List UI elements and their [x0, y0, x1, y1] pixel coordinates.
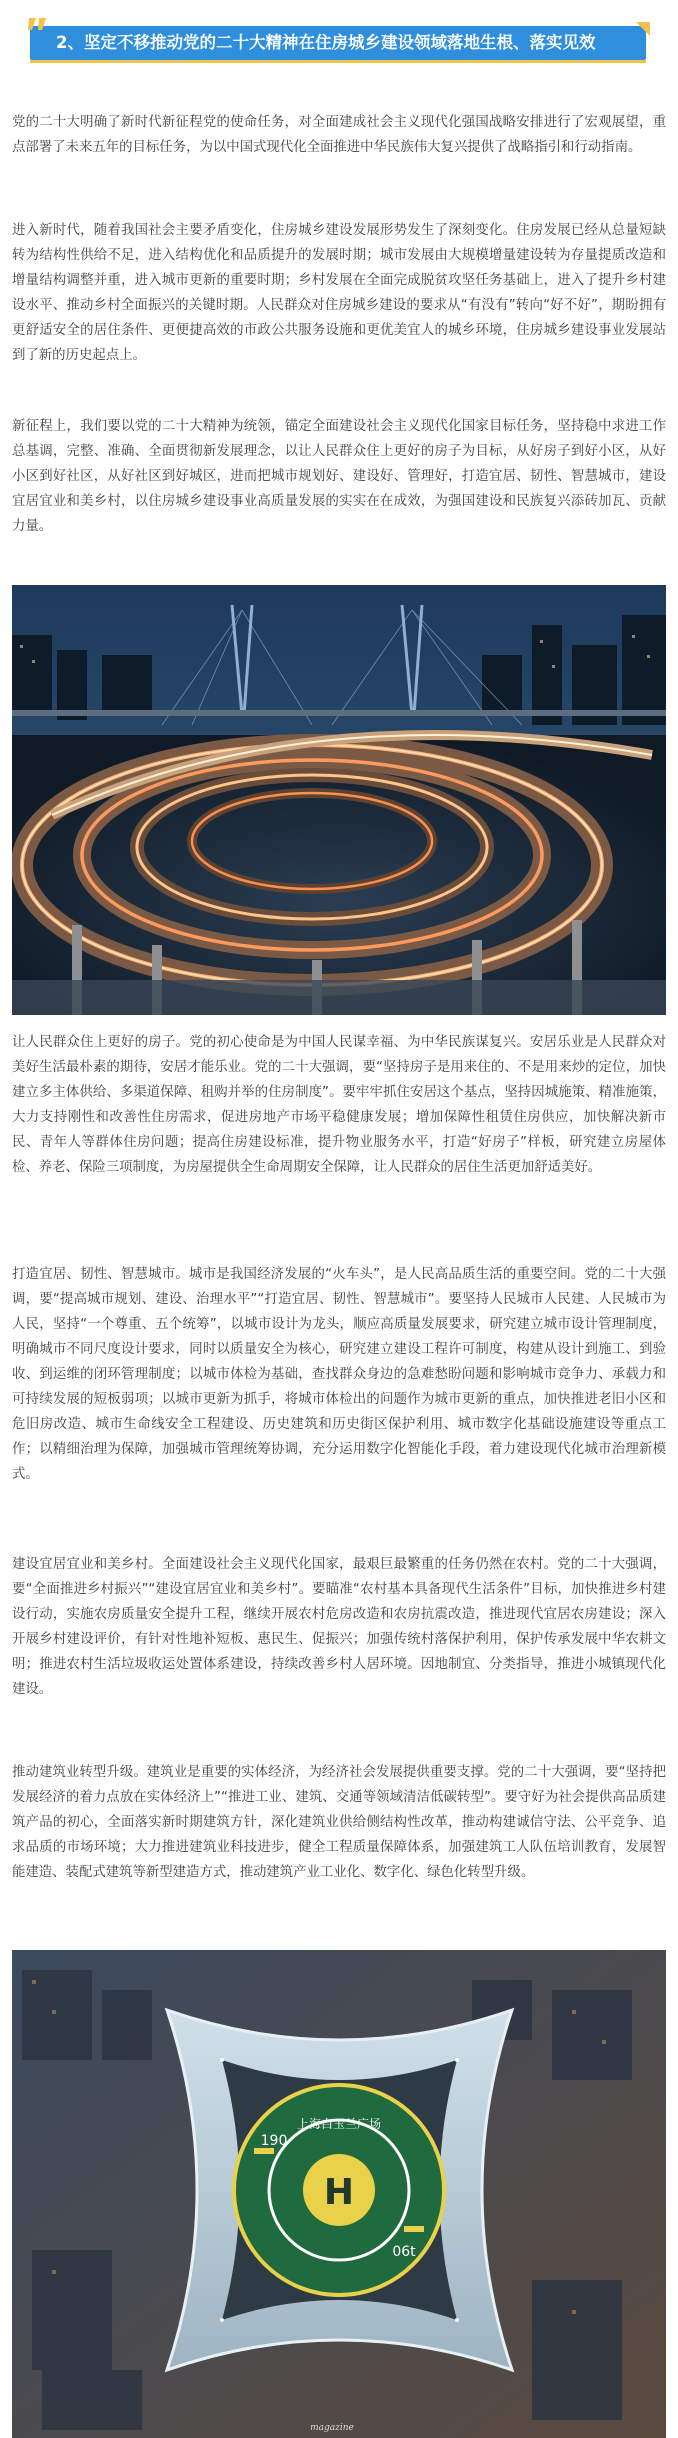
section-title: 2、坚定不移推动党的二十大精神在住房城乡建设领域落地生根、落实见效: [56, 33, 596, 52]
helipad-letter: H: [323, 2172, 355, 2213]
interchange-night-photo: [12, 585, 666, 1015]
paragraph-new-journey: 新征程上，我们要以党的二十大精神为统领，锚定全面建设社会主义现代化国家目标任务，坚持稳中求进工作总基调，完整、准确、全面贯彻新发展理念，以让人民群众住上更好的房子为目标，从好房子到好小区，从好小区到好社区，从好社区到好城区，进而把城市规划好、建设好、管理好，打造宜居、韧性、智慧城市，建设宜居宜业和美乡村，以住房城乡建设事业高质量发展的实实在在成效，为强国建设和民族复兴添砖加瓦、贡献力量。: [12, 419, 666, 534]
helipad-building-name: 上海白玉兰广场: [296, 2117, 382, 2131]
paragraph-cities: 打造宜居、韧性、智慧城市。城市是我国经济发展的“火车头”，是人民高品质生活的重要空间。党的二十大强调，要“提高城市规划、建设、治理水平”“打造宜居、韧性、智慧城市”。要坚持人民城市人民建、人民城市为人民，坚持“一个尊重、五个统筹”，以城市设计为龙头，顺应高质量发展要求，研究建立城市设计管理制度，明确城市不同尺度设计要求，同时以质量安全为核心，研究建立建设工程许可制度，构建从设计到施工、到验收、到运维的闭环管理制度；以城市体检为基础，查找群众身边的急难愁盼问题和影响城市竞争力、承载力和可持续发展的短板弱项；以城市更新为抓手，将城市体检出的问题作为城市更新的重点，加快推进老旧小区和危旧房改造、城市生命线安全工程建设、历史建筑和历史街区保护利用、城市数字化基础设施建设等重点工作；以精细治理为保障，加强城市管理统筹协调，充分运用数字化智能化手段，着力建设现代化城市治理新模式。: [12, 1267, 666, 1482]
corner-decoration: [636, 22, 650, 36]
helipad-left-number: 190: [260, 2133, 288, 2149]
section-header-banner: [30, 26, 646, 60]
paragraph-rural: 建设宜居宜业和美乡村。全面建设社会主义现代化国家，最艰巨最繁重的任务仍然在农村。党的二十大强调，要“全面推进乡村振兴”“建设宜居宜业和美乡村”。要瞄准“农村基本具备现代生活条件”目标，加快推进乡村建设行动，实施农房质量安全提升工程，继续开展农村危房改造和农房抗震改造，推进现代宜居农房建设；深入开展乡村建设评价，有针对性地补短板、惠民生、促振兴；加强传统村落保护利用，保护传承发展中华农耕文明；推进农村生活垃圾收运处置体系建设，持续改善乡村人居环境。因地制宜、分类指导，推进小城镇现代化建设。: [12, 1557, 666, 1697]
banner-underline: [30, 60, 646, 63]
paragraph-intro: 党的二十大明确了新时代新征程党的使命任务，对全面建成社会主义现代化强国战略安排进行了宏观展望，重点部署了未来五年的目标任务，为以中国式现代化全面推进中华民族伟大复兴提供了战略指引和行动指南。: [12, 115, 666, 155]
paragraph-new-era: 进入新时代，随着我国社会主要矛盾变化，住房城乡建设发展形势发生了深刻变化。住房发展已经从总量短缺转为结构性供给不足，进入结构优化和品质提升的发展时期；城市发展由大规模增量建设转为存量提质改造和增量结构调整并重，进入城市更新的重要时期；乡村发展在全面完成脱贫攻坚任务基础上，进入了提升乡村建设水平、推动乡村全面振兴的关键时期。人民群众对住房城乡建设的要求从“有没有”转向“好不好”，期盼拥有更舒适安全的居住条件、更便捷高效的市政公共服务设施和更优美宜人的城乡环境，住房城乡建设事业发展站到了新的历史起点上。: [12, 223, 666, 363]
paragraph-housing: 让人民群众住上更好的房子。党的初心使命是为中国人民谋幸福、为中华民族谋复兴。安居乐业是人民群众对美好生活最朴素的期待，安居才能乐业。党的二十大强调，要“坚持房子是用来住的、不是用来炒的定位，加快建立多主体供给、多渠道保障、租购并举的住房制度”。要牢牢抓住安居这个基点，坚持因城施策、精准施策，大力支持刚性和改善性住房需求，促进房地产市场平稳健康发展；增加保障性租赁住房供应，加快解决新市民、青年人等群体住房问题；提高住房建设标准，提升物业服务水平，打造“好房子”样板，研究建立房屋体检、养老、保险三项制度，为房屋提供全生命周期安全保障，让人民群众的居住生活更加舒适美好。: [12, 1035, 666, 1175]
paragraph-construction: 推动建筑业转型升级。建筑业是重要的实体经济，为经济社会发展提供重要支撑。党的二十大强调，要“坚持把发展经济的着力点放在实体经济上”“推进工业、建筑、交通等领域清洁低碳转型”。要守好为社会提供高品质建筑产品的初心，全面落实新时期建筑方针，深化建筑业供给侧结构性改革，推动构建诚信守法、公平竞争、追求品质的市场环境；大力推进建筑业科技进步，健全工程质量保障体系，加强建筑工人队伍培训教育，发展智能建造、装配式建筑等新型建造方式，推动建筑产业工业化、数字化、绿色化转型升级。: [12, 1765, 666, 1880]
helipad-aerial-photo: [12, 1950, 666, 2438]
helipad-right-number: 06t: [392, 2244, 416, 2260]
quote-mark-icon: [26, 12, 52, 36]
photo-watermark: magazine: [310, 2423, 354, 2433]
